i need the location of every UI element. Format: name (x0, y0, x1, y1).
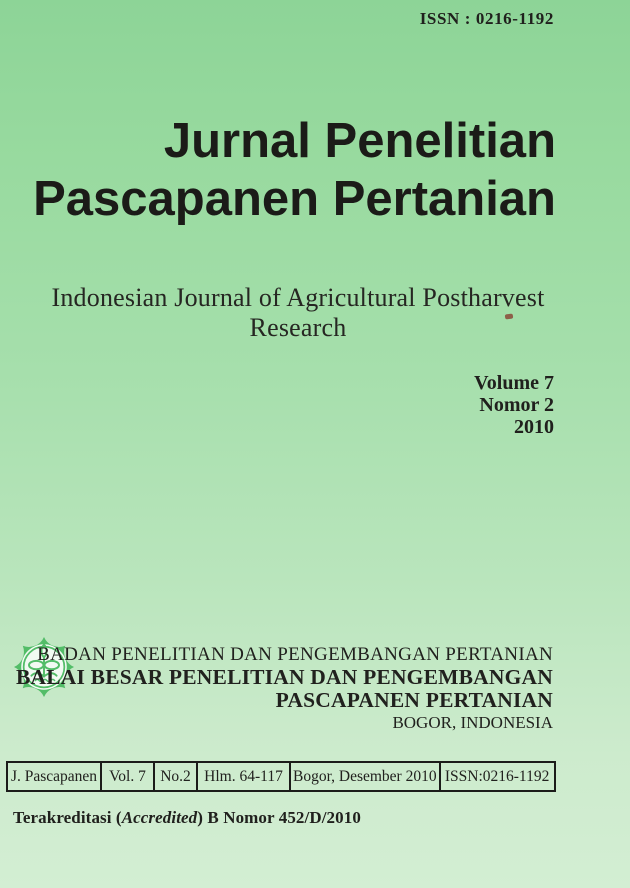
edition-block (474, 372, 554, 438)
issn-header: ISSN : 0216-1192 (419, 9, 554, 28)
journal-title-line-2: Pascapanen Pertanian (33, 172, 556, 226)
info-cell-abbrev: J. Pascapanen (7, 762, 101, 791)
info-cell-pages: Hlm. 64-117 (197, 762, 290, 791)
edition-volume: Volume 7 (474, 372, 554, 394)
publisher-institute-line-1: BALAI BESAR PENELITIAN DAN PENGEMBANGAN (15, 665, 553, 689)
journal-title (33, 112, 556, 228)
bibliographic-info-table (6, 761, 556, 792)
publisher-institute-line-2: PASCAPANEN PERTANIAN (275, 688, 553, 712)
info-cell-issn: ISSN:0216-1192 (440, 762, 555, 791)
info-cell-volume: Vol. 7 (101, 762, 154, 791)
publisher-location: BOGOR, INDONESIA (392, 713, 553, 732)
journal-title-line-1: Jurnal Penelitian (163, 114, 556, 168)
publisher-block (16, 645, 553, 732)
info-cell-place-date: Bogor, Desember 2010 (290, 762, 440, 791)
accreditation-accredited-word: Accredited (121, 808, 198, 827)
publisher-agency: BADAN PENELITIAN DAN PENGEMBANGAN PERTANIAN (37, 644, 553, 665)
info-table-row (7, 762, 555, 791)
accreditation-line (13, 808, 361, 828)
journal-subtitle: Indonesian Journal of Agricultural Postharvest Research (51, 283, 545, 342)
info-cell-number: No.2 (154, 762, 197, 791)
accreditation-text-before: Terakreditasi ( (13, 808, 122, 827)
edition-number: Nomor 2 (479, 394, 554, 416)
edition-year: 2010 (514, 416, 554, 438)
accreditation-text-after: ) B Nomor 452/D/2010 (197, 808, 361, 827)
